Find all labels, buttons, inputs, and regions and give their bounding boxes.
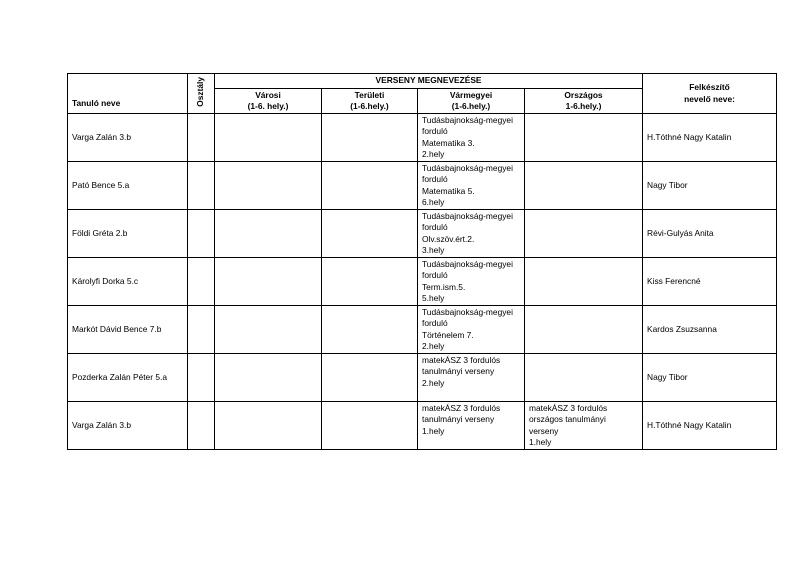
national-result-cell: [525, 114, 643, 162]
teacher-name-cell: Kardos Zsuzsanna: [643, 306, 777, 354]
county-result-cell: Tudásbajnokság-megyei forduló Term.ism.5. 5.hely: [418, 258, 525, 306]
competition-name-header: VERSENY MEGNEVEZÉSE: [215, 74, 643, 89]
county-result-cell: matekÁSZ 3 fordulós tanulmányi verseny 1.hely: [418, 402, 525, 450]
city-result-cell: [215, 210, 322, 258]
class-cell: [188, 114, 215, 162]
national-result-cell: [525, 354, 643, 402]
regional-result-cell: [322, 210, 418, 258]
class-cell: [188, 258, 215, 306]
class-cell: [188, 162, 215, 210]
city-result-cell: [215, 162, 322, 210]
national-result-cell: [525, 306, 643, 354]
county-result-cell: Tudásbajnokság-megyei forduló Matematika 5. 6.hely: [418, 162, 525, 210]
table-row: [68, 258, 777, 306]
national-result-cell: [525, 258, 643, 306]
student-name-cell: Pozderka Zalán Péter 5.a: [68, 354, 188, 402]
regional-result-cell: [322, 354, 418, 402]
national-result-cell: [525, 210, 643, 258]
national-result-cell: matekÁSZ 3 fordulós országos tanulmányi verseny 1.hely: [525, 402, 643, 450]
teacher-name-cell: H.Tóthné Nagy Katalin: [643, 114, 777, 162]
student-name-cell: Varga Zalán 3.b: [68, 402, 188, 450]
county-result-cell: Tudásbajnokság-megyei forduló Matematika 3. 2.hely: [418, 114, 525, 162]
regional-result-cell: [322, 162, 418, 210]
competition-results-table: [67, 73, 777, 450]
county-result-cell: Tudásbajnokság-megyei forduló Történelem 7. 2.hely: [418, 306, 525, 354]
class-cell: [188, 402, 215, 450]
regional-level-header: Területi (1-6.hely.): [322, 89, 418, 114]
regional-result-cell: [322, 114, 418, 162]
county-result-cell: Tudásbajnokság-megyei forduló Olv.szöv.ért.2. 3.hely: [418, 210, 525, 258]
table-row: [68, 354, 777, 402]
county-result-cell: matekÁSZ 3 fordulós tanulmányi verseny 2.hely: [418, 354, 525, 402]
class-cell: [188, 354, 215, 402]
teacher-name-header: Felkészítő nevelő neve:: [643, 74, 777, 114]
city-result-cell: [215, 114, 322, 162]
table-row: [68, 306, 777, 354]
student-name-cell: Varga Zalán 3.b: [68, 114, 188, 162]
regional-result-cell: [322, 258, 418, 306]
city-level-header: Városi (1-6. hely.): [215, 89, 322, 114]
teacher-name-cell: Révi-Gulyás Anita: [643, 210, 777, 258]
table-row: [68, 114, 777, 162]
city-result-cell: [215, 258, 322, 306]
city-result-cell: [215, 402, 322, 450]
regional-result-cell: [322, 402, 418, 450]
class-cell: [188, 306, 215, 354]
city-result-cell: [215, 306, 322, 354]
teacher-name-cell: Kiss Ferencné: [643, 258, 777, 306]
table-row: [68, 210, 777, 258]
national-level-header: Országos 1-6.hely.): [525, 89, 643, 114]
table-row: [68, 162, 777, 210]
student-name-cell: Földi Gréta 2.b: [68, 210, 188, 258]
student-name-header: Tanuló neve: [68, 74, 188, 114]
regional-result-cell: [322, 306, 418, 354]
class-cell: [188, 210, 215, 258]
student-name-cell: Károlyfi Dorka 5.c: [68, 258, 188, 306]
teacher-name-cell: Nagy Tibor: [643, 354, 777, 402]
student-name-cell: Pató Bence 5.a: [68, 162, 188, 210]
class-header: Osztály: [188, 74, 215, 114]
county-level-header: Vármegyei (1-6.hely.): [418, 89, 525, 114]
teacher-name-cell: H.Tóthné Nagy Katalin: [643, 402, 777, 450]
table-row: [68, 402, 777, 450]
teacher-name-cell: Nagy Tibor: [643, 162, 777, 210]
city-result-cell: [215, 354, 322, 402]
student-name-cell: Markót Dávid Bence 7.b: [68, 306, 188, 354]
national-result-cell: [525, 162, 643, 210]
